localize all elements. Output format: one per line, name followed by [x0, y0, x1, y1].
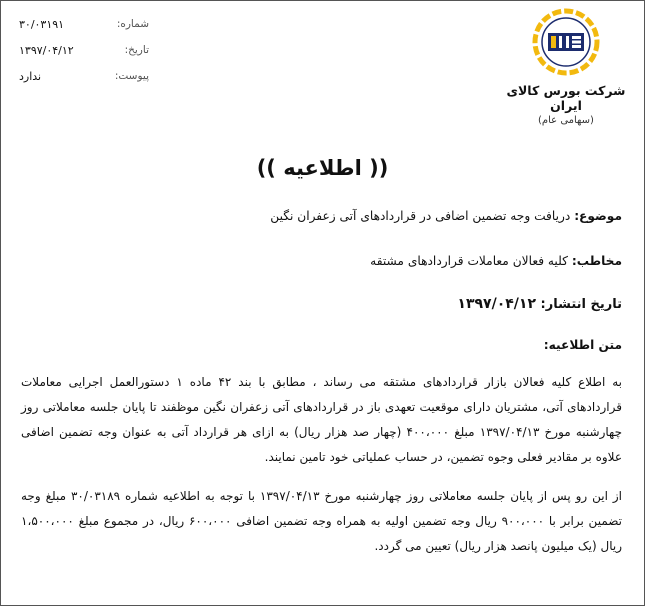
addressee-value: کلیه فعالان معاملات قراردادهای مشتقه [370, 254, 568, 268]
number-label: شماره: [116, 18, 149, 30]
company-branding [506, 7, 626, 126]
subject-label: موضوع: [574, 209, 622, 223]
number-row [19, 11, 149, 37]
company-name: شرکت بورس کالای ایران [506, 83, 626, 113]
notice-paragraph-1: به اطلاع کلیه فعالان بازار قراردادهای مشتقه می رساند ، مطابق با بند ۴۲ ماده ۱ دستورالعمل اجرایی معاملات قراردادهای آتی، مشتریان دارای موقعیت تعهدی باز در قراردادهای آتی زعفران نگین موظفند تا پایان جلسه معاملاتی روز چهارشنبه مورخ ۱۳۹۷/۰۴/۱۳ مبلغ ۴۰۰،۰۰۰ (چهار صد هزار ریال) به ازای هر قرارداد آتی به عنوان وجه تضمین اضافی علاوه بر مقادیر فعلی وجوه تضمین، در حساب عملیاتی خود تامین نمایند. [21, 375, 623, 464]
subject-value: دریافت وجه تضمین اضافی در قراردادهای آتی زعفران نگین [270, 209, 571, 223]
company-logo-icon [531, 7, 601, 77]
notice-paragraph-2: از این رو پس از پایان جلسه معاملاتی روز چهارشنبه مورخ ۱۳۹۷/۰۴/۱۳ با توجه به اطلاعیه شماره ۳۰/۰۳۱۸۹ مبلغ وجه تضمین برابر با ۹۰۰،۰۰۰ ریال وجه تضمین اولیه به همراه وجه تضمین اضافی ۶۰۰،۰۰۰ ریال، در مجموع مبلغ ۱،۵۰۰،۰۰۰ ریال (یک میلیون پانصد هزار ریال) تعیین می گردد. [21, 489, 623, 553]
publish-date-line [21, 296, 622, 312]
header-meta [19, 11, 149, 89]
notice-body [21, 206, 622, 573]
number-value: ۳۰/۰۳۱۹۱ [19, 17, 65, 31]
notice-text-heading: متن اطلاعیه: [543, 338, 622, 352]
addressee-line [21, 251, 622, 271]
subject-line [21, 206, 622, 226]
publish-date-label: تاریخ انتشار: [540, 297, 622, 312]
date-label: تاریخ: [124, 44, 149, 56]
page-title: (( اطلاعیه )) [256, 156, 389, 180]
addressee-label: مخاطب: [571, 254, 622, 268]
publish-date-value: ۱۳۹۷/۰۴/۱۲ [457, 296, 536, 312]
date-row [19, 37, 149, 63]
date-value: ۱۳۹۷/۰۴/۱۲ [19, 43, 74, 57]
company-type: (سهامی عام) [538, 115, 594, 126]
attachment-value: ندارد [19, 69, 42, 83]
attachment-row [19, 63, 149, 89]
attachment-label: پیوست: [114, 70, 149, 82]
